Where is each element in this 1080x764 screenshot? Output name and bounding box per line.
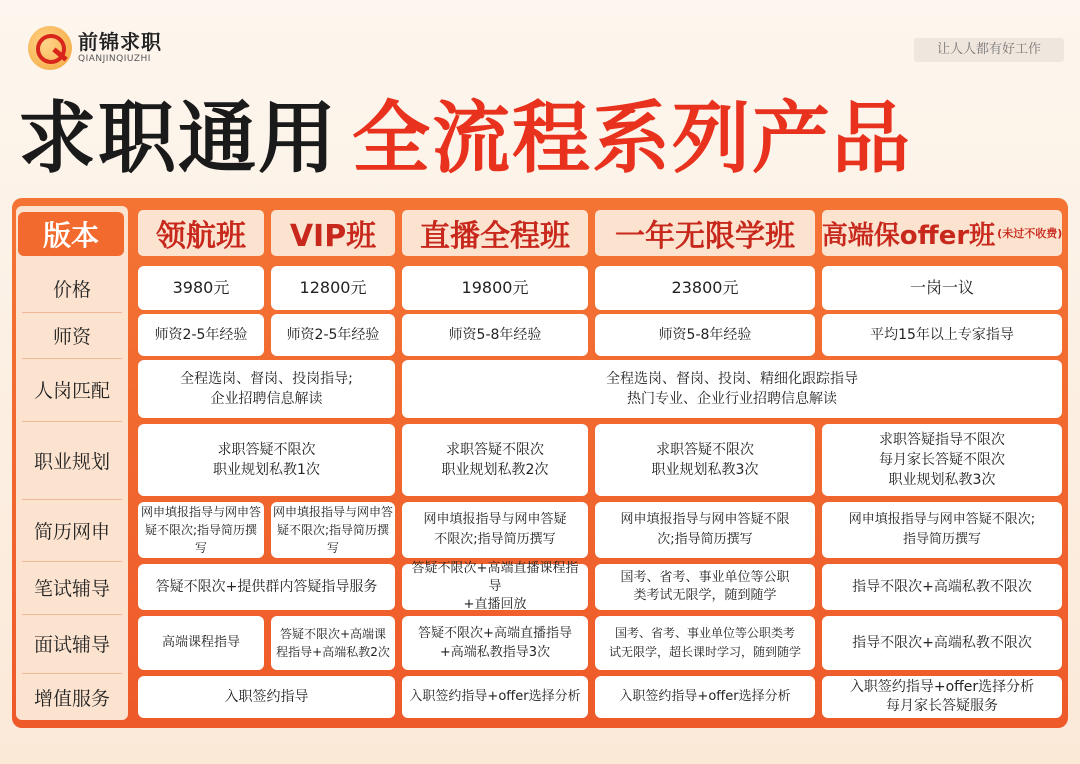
resume-c3-line2: 不限次;指导简历撰写 (434, 532, 556, 547)
written-c5: 指导不限次+高端私教不限次 (822, 564, 1062, 610)
plan-c4 (595, 424, 815, 496)
interview-c2-line2: 程指导+高端私教2次 (276, 645, 390, 659)
resume-c3-line1: 网申填报指导与网申答疑 (423, 512, 567, 527)
extra-c5-line2: 每月家长答疑服务 (886, 698, 998, 714)
match-c12-line1: 全程选岗、督岗、投岗指导; (180, 371, 353, 387)
logo-text (78, 31, 162, 65)
row-divider (22, 614, 122, 615)
price-c5: 一岗一议 (822, 266, 1062, 310)
plan-c5-line2: 每月家长答疑不限次 (879, 452, 1005, 468)
column-header-c5-title: 高端保offer班 (821, 220, 996, 251)
teacher-c4: 师资5-8年经验 (595, 314, 815, 356)
resume-c4-line1: 网申填报指导与网申答疑不限 (620, 512, 790, 527)
plan-c12-line2: 职业规划私教1次 (213, 462, 320, 478)
row-divider (22, 499, 122, 500)
column-header-c4: 一年无限学班 (595, 210, 815, 256)
row-divider (22, 421, 122, 422)
resume-c1 (138, 502, 264, 558)
written-c3-line1: 答疑不限次+高端直播课程指导 (411, 561, 579, 594)
row-label-interview: 面试辅导 (33, 633, 110, 656)
resume-c5-line2: 指导简历撰写 (902, 532, 981, 547)
resume-c5 (822, 502, 1062, 558)
plan-c12-line1: 求职答疑不限次 (217, 442, 316, 458)
interview-c2-line1: 答疑不限次+高端课 (279, 627, 387, 641)
teacher-c3: 师资5-8年经验 (402, 314, 588, 356)
interview-c4-line1: 国考、省考、事业单位等公职类考 (614, 626, 795, 640)
corner-label: 版本 (18, 212, 124, 256)
price-c2: 12800元 (271, 266, 395, 310)
row-label-plan: 职业规划 (33, 450, 110, 473)
teacher-c5: 平均15年以上专家指导 (822, 314, 1062, 356)
price-c4: 23800元 (595, 266, 815, 310)
interview-c3 (402, 616, 588, 670)
plan-c3-line1: 求职答疑不限次 (446, 442, 544, 458)
written-c3-line2: +直播回放 (463, 597, 527, 612)
interview-c5: 指导不限次+高端私教不限次 (822, 616, 1062, 670)
column-header-c5-note: (未过不收费) (997, 227, 1063, 240)
column-header-c3: 直播全程班 (402, 210, 588, 256)
plan-c4-line2: 职业规划私教3次 (651, 462, 759, 478)
resume-c2-line1: 网申填报指导与网申答 (273, 505, 394, 519)
column-header-c1: 领航班 (138, 210, 264, 256)
plan-c12 (138, 424, 395, 496)
row-label-teacher: 师资 (52, 325, 91, 348)
written-c12: 答疑不限次+提供群内答疑指导服务 (138, 564, 395, 610)
title-black: 求职通用 (18, 94, 339, 184)
written-c4 (595, 564, 815, 610)
plan-c5-line1: 求职答疑指导不限次 (879, 432, 1005, 448)
resume-c2 (271, 502, 395, 558)
interview-c4-line2: 试无限学，超长课时学习，随到随学 (608, 645, 801, 659)
match-c345-line2: 热门专业、企业行业招聘信息解读 (627, 391, 837, 407)
row-divider (22, 358, 122, 359)
interview-c4 (595, 616, 815, 670)
logo-icon (28, 26, 72, 70)
column-header-c2: VIP班 (271, 210, 395, 256)
logo-en: QIANJINQIUZHI (78, 54, 151, 64)
interview-c1: 高端课程指导 (138, 616, 264, 670)
row-label-match: 人岗匹配 (33, 379, 110, 402)
row-divider (22, 561, 122, 562)
page-title (18, 82, 912, 182)
column-header-c5 (822, 210, 1062, 256)
extra-c3: 入职签约指导+offer选择分析 (402, 676, 588, 718)
row-label-written: 笔试辅导 (33, 577, 110, 600)
price-c3: 19800元 (402, 266, 588, 310)
plan-c4-line1: 求职答疑不限次 (656, 442, 754, 458)
price-c1: 3980元 (138, 266, 264, 310)
row-label-extra: 增值服务 (33, 687, 110, 710)
written-c4-line2: 类考试无限学，随到随学 (633, 588, 777, 603)
match-c12-line2: 企业招聘信息解读 (210, 391, 323, 407)
resume-c2-line2: 疑不限次;指导简历撰写 (276, 523, 390, 555)
resume-c5-line1: 网申填报指导与网申答疑不限次; (848, 512, 1036, 527)
plan-c5 (822, 424, 1062, 496)
written-c4-line1: 国考、省考、事业单位等公职 (620, 570, 790, 585)
title-red: 全流程系列产品 (352, 94, 913, 184)
row-label-resume: 简历网申 (33, 520, 110, 543)
written-c3 (402, 561, 588, 612)
interview-c3-line1: 答疑不限次+高端直播指导 (418, 626, 572, 641)
match-c345-line1: 全程选岗、督岗、投岗、精细化跟踪指导 (606, 371, 858, 387)
extra-c12: 入职签约指导 (138, 676, 395, 718)
extra-c4: 入职签约指导+offer选择分析 (595, 676, 815, 718)
match-c345 (402, 360, 1062, 418)
logo-cn: 前锦求职 (78, 30, 162, 54)
row-divider (22, 673, 122, 674)
teacher-c2: 师资2-5年经验 (271, 314, 395, 356)
interview-c2 (271, 616, 395, 670)
resume-c1-line2: 疑不限次;指导简历撰写 (144, 523, 258, 555)
row-divider (22, 312, 122, 313)
resume-c1-line1: 网申填报指导与网申答 (140, 505, 261, 519)
extra-c5-line1: 入职签约指导+offer选择分析 (849, 679, 1035, 695)
plan-c3 (402, 424, 588, 496)
teacher-c1: 师资2-5年经验 (138, 314, 264, 356)
plan-c5-line3: 职业规划私教3次 (888, 472, 996, 488)
plan-c3-line2: 职业规划私教2次 (441, 462, 549, 478)
match-c12 (138, 360, 395, 418)
row-label-price: 价格 (52, 278, 91, 301)
brand-logo (28, 26, 162, 70)
resume-c4-line2: 次;指导简历撰写 (657, 532, 753, 547)
resume-c4 (595, 502, 815, 558)
slogan: 让人人都有好工作 (914, 38, 1064, 62)
resume-c3 (402, 502, 588, 558)
extra-c5 (822, 676, 1062, 718)
interview-c3-line2: +高端私教指导3次 (439, 645, 551, 660)
